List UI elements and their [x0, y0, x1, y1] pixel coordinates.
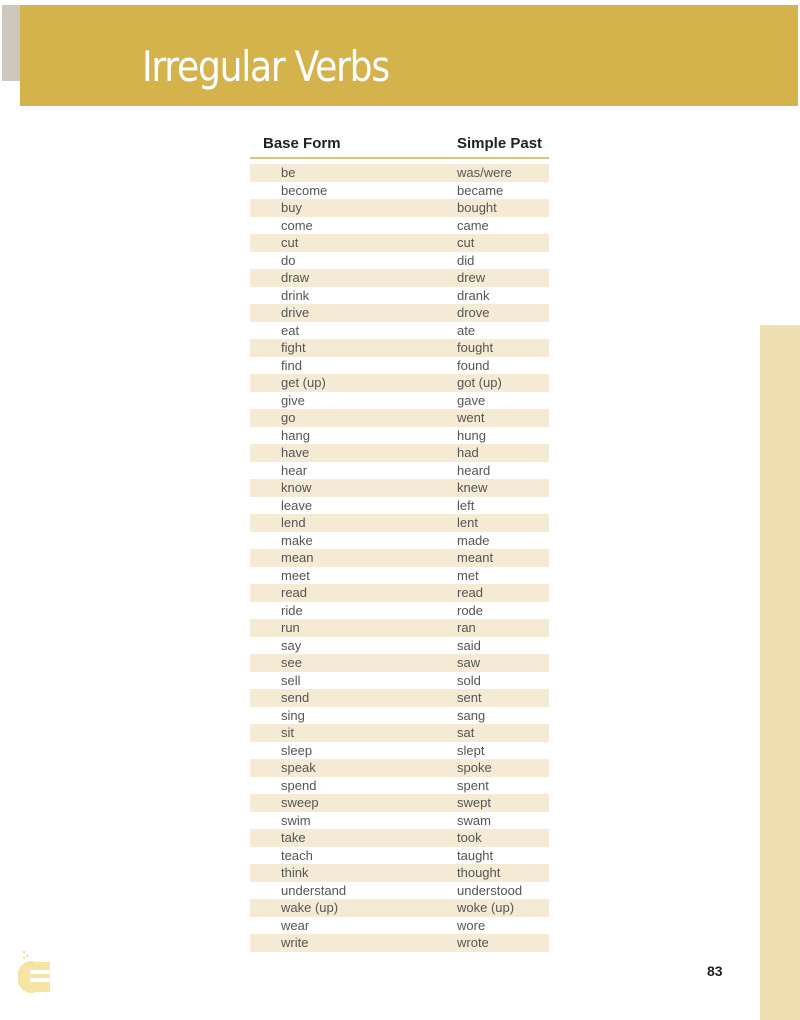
- table-body: [250, 164, 549, 952]
- simple-past: met: [457, 567, 479, 583]
- base-form: sweep: [281, 795, 319, 810]
- simple-past: sold: [457, 672, 481, 688]
- table-row: [250, 287, 549, 305]
- simple-past: ate: [457, 322, 476, 338]
- simple-past: left: [457, 497, 475, 513]
- table-row: [250, 322, 549, 340]
- base-form: find: [281, 357, 302, 373]
- table-row: [250, 357, 549, 375]
- simple-past: came: [457, 217, 489, 233]
- base-form: take: [281, 830, 306, 845]
- page-title: Irregular Verbs: [142, 42, 389, 91]
- table-row: [250, 742, 549, 760]
- simple-past: slept: [457, 742, 485, 758]
- simple-past: had: [457, 445, 479, 460]
- base-form: wake (up): [281, 900, 339, 915]
- simple-past: spent: [457, 777, 489, 793]
- simple-past: made: [457, 532, 490, 548]
- table-row: [250, 269, 549, 287]
- base-form: do: [281, 252, 296, 268]
- simple-past: swept: [457, 795, 491, 810]
- base-form: lend: [281, 515, 306, 530]
- table-row: [250, 882, 549, 900]
- table-row: [250, 777, 549, 795]
- simple-past: wrote: [457, 935, 489, 950]
- base-form: understand: [281, 882, 347, 898]
- base-form: think: [281, 865, 309, 880]
- base-form: say: [281, 637, 302, 653]
- simple-past: became: [457, 182, 504, 198]
- table-row: [250, 672, 549, 690]
- table-row: [250, 409, 549, 427]
- base-form: run: [281, 620, 300, 635]
- table-row: [250, 637, 549, 655]
- base-form: speak: [281, 760, 316, 775]
- base-form: hang: [281, 427, 310, 443]
- table-row: [250, 339, 549, 357]
- table-row: [250, 584, 549, 602]
- base-form: write: [281, 935, 309, 950]
- table-row: [250, 899, 549, 917]
- table-row: [250, 392, 549, 410]
- simple-past: sang: [457, 707, 486, 723]
- table-row: [250, 794, 549, 812]
- base-form: drive: [281, 305, 310, 320]
- base-form: drink: [281, 287, 310, 303]
- simple-past: drove: [457, 305, 490, 320]
- table-row: [250, 689, 549, 707]
- simple-past: taught: [457, 847, 494, 863]
- table-header: [250, 133, 549, 159]
- table-row: [250, 864, 549, 882]
- simple-past: cut: [457, 235, 475, 250]
- table-row: [250, 444, 549, 462]
- table-row: [250, 549, 549, 567]
- simple-past: was/were: [457, 165, 512, 180]
- base-form: buy: [281, 200, 302, 215]
- simple-past: did: [457, 252, 475, 268]
- table-row: [250, 532, 549, 550]
- simple-past: lent: [457, 515, 478, 530]
- header-simple-past: Simple Past: [457, 135, 543, 152]
- simple-past: drew: [457, 270, 486, 285]
- base-form: be: [281, 165, 296, 180]
- table-row: [250, 199, 549, 217]
- base-form: mean: [281, 550, 314, 565]
- base-form: swim: [281, 812, 311, 828]
- table-row: [250, 567, 549, 585]
- base-form: draw: [281, 270, 310, 285]
- base-form: meet: [281, 567, 310, 583]
- simple-past: said: [457, 637, 481, 653]
- base-form: see: [281, 655, 302, 670]
- base-form: fight: [281, 340, 306, 355]
- table-row: [250, 917, 549, 935]
- table-row: [250, 304, 549, 322]
- simple-past: rode: [457, 602, 484, 618]
- simple-past: gave: [457, 392, 486, 408]
- base-form: give: [281, 392, 305, 408]
- table-row: [250, 217, 549, 235]
- base-form: sell: [281, 672, 301, 688]
- table-row: [250, 479, 549, 497]
- base-form: ride: [281, 602, 303, 618]
- page-number: 83: [707, 963, 723, 979]
- simple-past: sent: [457, 690, 482, 705]
- simple-past: ran: [457, 620, 476, 635]
- base-form: wear: [281, 917, 310, 933]
- simple-past: took: [457, 830, 482, 845]
- base-form: sing: [281, 707, 305, 723]
- table-row: [250, 514, 549, 532]
- simple-past: spoke: [457, 760, 492, 775]
- base-form: have: [281, 445, 310, 460]
- table-row: [250, 934, 549, 952]
- base-form: send: [281, 690, 310, 705]
- simple-past: knew: [457, 480, 488, 495]
- table-row: [250, 724, 549, 742]
- side-margin-bar: [760, 325, 800, 1020]
- table-row: [250, 759, 549, 777]
- publisher-logo-icon: [18, 948, 54, 994]
- table-row: [250, 847, 549, 865]
- base-form: sleep: [281, 742, 313, 758]
- table-row: [250, 812, 549, 830]
- base-form: get (up): [281, 375, 326, 390]
- table-row: [250, 462, 549, 480]
- table-row: [250, 829, 549, 847]
- table-row: [250, 234, 549, 252]
- table-row: [250, 374, 549, 392]
- header-base-form: Base Form: [263, 135, 341, 152]
- base-form: go: [281, 410, 296, 425]
- table-row: [250, 619, 549, 637]
- simple-past: understood: [457, 882, 523, 898]
- table-row: [250, 654, 549, 672]
- base-form: spend: [281, 777, 317, 793]
- base-form: make: [281, 532, 313, 548]
- base-form: become: [281, 182, 328, 198]
- simple-past: wore: [457, 917, 486, 933]
- page-tab: [2, 5, 22, 81]
- simple-past: meant: [457, 550, 494, 565]
- simple-past: heard: [457, 462, 491, 478]
- title-banner: [20, 5, 798, 106]
- base-form: cut: [281, 235, 299, 250]
- table-row: [250, 252, 549, 270]
- simple-past: bought: [457, 200, 497, 215]
- table-row: [250, 497, 549, 515]
- table-row: [250, 164, 549, 182]
- simple-past: went: [457, 410, 485, 425]
- base-form: teach: [281, 847, 313, 863]
- base-form: sit: [281, 725, 294, 740]
- base-form: hear: [281, 462, 308, 478]
- table-row: [250, 182, 549, 200]
- simple-past: woke (up): [457, 900, 515, 915]
- base-form: eat: [281, 322, 300, 338]
- base-form: leave: [281, 497, 313, 513]
- table-row: [250, 602, 549, 620]
- simple-past: thought: [457, 865, 501, 880]
- simple-past: swam: [457, 812, 491, 828]
- verbs-table: [250, 133, 549, 952]
- simple-past: hung: [457, 427, 486, 443]
- simple-past: sat: [457, 725, 475, 740]
- simple-past: fought: [457, 340, 494, 355]
- simple-past: got (up): [457, 375, 502, 390]
- base-form: know: [281, 480, 312, 495]
- base-form: come: [281, 217, 313, 233]
- simple-past: drank: [457, 287, 490, 303]
- table-row: [250, 707, 549, 725]
- simple-past: saw: [457, 655, 481, 670]
- simple-past: read: [457, 585, 484, 600]
- base-form: read: [281, 585, 308, 600]
- simple-past: found: [457, 357, 490, 373]
- table-row: [250, 427, 549, 445]
